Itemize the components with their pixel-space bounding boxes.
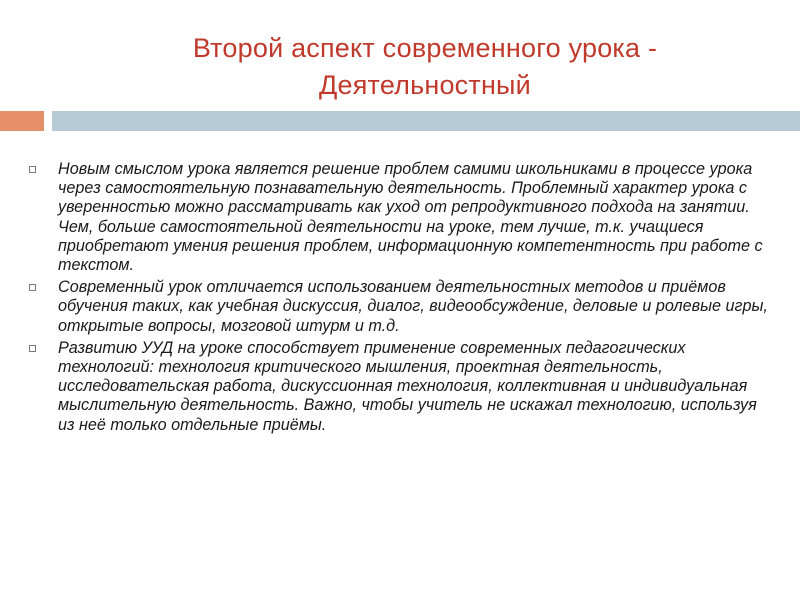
square-bullet-icon — [29, 284, 36, 291]
slide-title-line-1: Второй аспект современного урока - — [192, 33, 658, 63]
bullet-list — [26, 160, 771, 438]
slide-title-line-2: Деятельностный — [319, 70, 531, 100]
bullet-item — [26, 278, 771, 336]
slide-title — [40, 30, 800, 104]
square-bullet-icon — [29, 345, 36, 352]
bullet-text: Современный урок отличается использованием деятельностных методов и приёмов обучения таких, как учебная дискуссия, диалог, видеообсуждение, деловые и ролевые игры, открытые вопросы, мозговой штурм и т.д. — [58, 278, 768, 335]
bullet-item — [26, 339, 771, 435]
accent-bar — [0, 111, 44, 131]
square-bullet-icon — [29, 166, 36, 173]
bullet-text: Развитию УУД на уроке способствует применение современных педагогических технологий: технология критического мышления, проектная деятельность, исследовательская работа, дискуссионная технология, коллективная и индивидуальная мыслительную деятельность. Важно, чтобы учитель не искажал технологию, используя из неё только отдельные приёмы. — [58, 338, 757, 434]
bullet-item — [26, 160, 771, 275]
divider-bar — [52, 111, 800, 131]
bullet-text: Новым смыслом урока является решение проблем самими школьниками в процессе урока через самостоятельную познавательную деятельность. Проблемный характер урока с уверенностью можно рассматривать как уход от репродуктивного подхода на занятии. Чем, больше самостоятельной деятельности на уроке, тем лучше, т.к. учащиеся приобретают умения решения проблем, информационную компетентность при работе с текстом. — [58, 160, 763, 275]
